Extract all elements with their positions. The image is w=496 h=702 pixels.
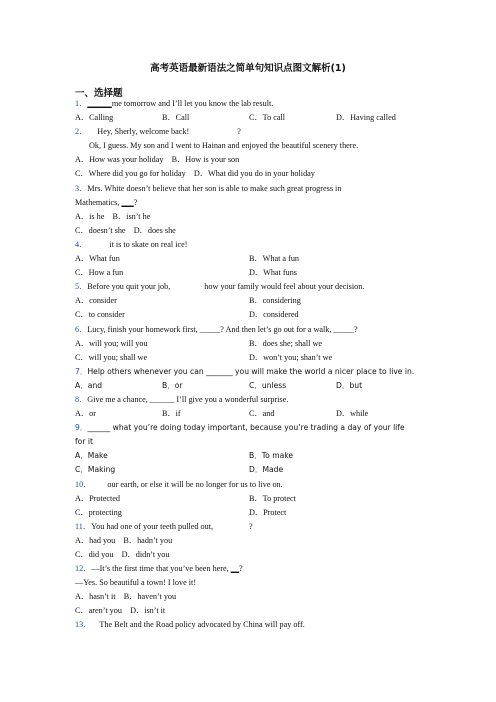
question-text: Mrs. White doesn’t believe that her son is able to make such great progress in [87,183,342,193]
question-text-end: ? [249,521,253,531]
options-row[interactable]: A．is he B．isn’t he [75,211,151,221]
option-b[interactable]: B．What a fun [249,254,300,264]
question-6 [75,323,425,337]
question-number: 4． [75,239,88,249]
answer-blank: ______ [87,99,112,108]
question-10 [75,478,425,492]
question-text: Help others whenever you can _______ you will make the world a nicer place to live in. [87,366,415,376]
option-c[interactable]: C．Making [75,465,116,475]
option-d[interactable]: D．What funs [249,268,297,278]
question-text-continued: Mathematics, ___? [75,197,138,207]
dialogue-reply: —Yes. So beautiful a town! I love it! [75,578,197,588]
options-row [75,463,425,477]
options-row [75,407,425,421]
option-d[interactable]: D．Protect [249,507,287,517]
answer-blank: __ [230,564,239,574]
option-b[interactable]: B．if [162,409,181,419]
option-b[interactable]: B．Call [162,113,190,123]
question-8 [75,393,425,407]
question-2 [75,125,425,139]
question-text: Give me a chance, ______ I’ll give you a wonderful surprise. [87,394,289,404]
question-text: Hey, Sherly, welcome back! [97,127,190,137]
options-row [75,308,425,322]
options-row[interactable]: A．had you B．hadn’t you [75,535,173,545]
question-number: 13． [75,620,92,630]
question-number: 8． [75,394,88,404]
option-d[interactable]: D．while [336,409,369,419]
option-c[interactable]: C．To call [249,113,286,123]
question-11 [75,520,425,534]
options-row[interactable]: A．How was your holiday B．How is your son [75,155,240,165]
option-d[interactable]: D．considered [249,310,299,320]
option-b[interactable]: B．To protect [249,493,296,503]
question-number: 1． [75,99,88,108]
question-text: The Belt and the Road policy advocated by China will pay off. [99,620,305,630]
question-text: Before you quit your job, [87,282,171,292]
option-a[interactable]: A．consider [75,296,117,306]
option-d[interactable]: D．Made [249,465,284,475]
options-row [75,492,425,506]
question-number: 2． [75,127,88,137]
question-5 [75,280,425,294]
question-number: 7． [75,366,88,376]
options-row [75,506,425,520]
question-12: 12．—It’s the first time that you’ve been here, __? [75,564,243,574]
option-d[interactable]: D．won’t you; shan’t we [249,352,333,362]
question-1 [75,97,425,111]
option-b[interactable]: B．considering [249,296,301,306]
options-row[interactable]: C．did you D．didn’t you [75,550,170,559]
question-number: 3． [75,183,88,193]
question-text: me tomorrow and I’ll let you know the lab result. [111,99,274,108]
options-row [75,351,425,365]
question-9 [75,421,425,435]
question-number: 11． [75,521,92,531]
option-c[interactable]: C．unless [249,380,287,390]
options-row [75,379,425,393]
option-b[interactable]: B．does she; shall we [249,338,322,348]
question-text: Lucy, finish your homework first, _____? And then let’s go out for a walk, _____? [87,324,358,334]
question-text-end: how your family would feel about your decision. [204,282,365,292]
answer-blank: ___ [121,197,134,207]
question-number: 6． [75,324,88,334]
option-c[interactable]: C．How a fun [75,268,124,278]
option-d[interactable]: D．but [336,380,363,390]
question-number: 12． [75,564,92,574]
option-a[interactable]: A．or [75,409,96,419]
options-row [75,449,425,463]
option-a[interactable]: A．will you; will you [75,338,148,348]
options-row[interactable]: C．doesn’t she D．does she [75,225,176,235]
options-row [75,266,425,280]
section-heading: 一、选择题 [75,88,123,99]
question-number: 5． [75,282,88,292]
question-text-continued: for it [75,437,93,447]
question-text: our earth, or else it will be no longer for us to live on. [107,479,283,489]
option-d[interactable]: D．Having called [336,113,396,123]
options-row[interactable]: A．hasn’t it B．haven’t you [75,592,177,602]
option-c[interactable]: C．protecting [75,507,122,517]
option-b[interactable]: B．or [162,380,183,390]
option-c[interactable]: C．will you; shall we [75,352,148,362]
options-row[interactable]: C．aren’t you D．isn’t it [75,606,166,616]
option-c[interactable]: C．to consider [75,310,125,320]
options-row [75,252,425,266]
question-list [75,97,425,633]
option-a[interactable]: A．What fun [75,254,120,264]
question-text-end: ? [237,127,241,137]
options-row [75,294,425,308]
options-row [75,337,425,351]
question-text: —It’s the first time that you’ve been here, [91,564,231,574]
option-a[interactable]: A．Protected [75,493,121,503]
option-a[interactable]: A．Make [75,451,108,461]
options-row[interactable]: C．Where did you go for holiday D．What did you do in your holiday [75,169,315,179]
option-a[interactable]: A．and [75,380,103,390]
question-7 [75,365,425,379]
dialogue-reply: Ok, I guess. My son and I went to Hainan and enjoyed the beautiful scenery there. [89,141,359,151]
question-text: ______ what you’re doing today important, because you’re trading a day of your life [87,423,405,433]
question-number: 9． [75,423,88,433]
option-b[interactable]: B．To make [249,451,294,461]
option-a[interactable]: A．Calling [75,113,114,123]
question-3 [75,182,425,196]
question-text: it is to skate on real ice! [109,239,188,249]
option-c[interactable]: C．and [249,409,275,419]
question-13 [75,618,425,632]
question-4 [75,238,425,252]
question-text: You had one of your teeth pulled out, [91,521,214,531]
document-title: 高考英语最新语法之简单句知识点图文解析(1) [150,63,346,74]
question-number: 10． [75,479,92,489]
options-row [75,111,425,125]
